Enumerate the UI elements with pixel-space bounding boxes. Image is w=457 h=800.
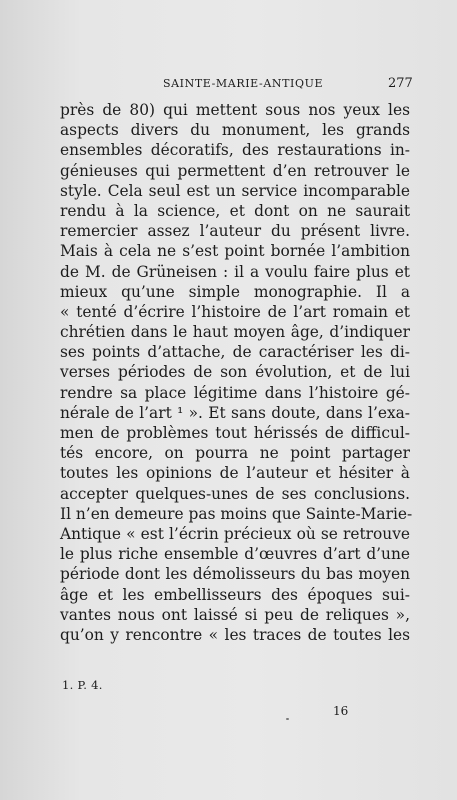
text-line: toutes les opinions de l’auteur et hésiter à <box>60 464 410 483</box>
text-line: men de problèmes tout hérissés de difficul- <box>60 424 410 442</box>
text-line: tés encore, on pourra ne point partager <box>60 444 410 463</box>
text-line: qu’on y rencontre « les traces de toutes les <box>60 625 410 644</box>
text-line: période dont les démolisseurs du bas moyen <box>60 565 410 584</box>
text-line: nérale de l’art ¹ ». Et sans doute, dans l’exa- <box>60 403 410 422</box>
text-line: âge et les embellisseurs des époques sui- <box>60 585 410 604</box>
text-line: génieuses qui permettent d’en retrouver le <box>60 161 410 180</box>
footnote: 1. P. 4. <box>62 678 103 692</box>
running-title: SAINTE-MARIE-ANTIQUE <box>163 77 324 90</box>
text-line: près de 80) qui mettent sous nos yeux les <box>60 101 410 119</box>
text-line: Il n’en demeure pas moins que Sainte-Marie- <box>60 504 413 523</box>
running-head <box>0 75 457 97</box>
text-line: accepter quelques-unes de ses conclusions. <box>60 484 410 503</box>
text-line: aspects divers du monument, les grands <box>60 121 410 140</box>
text-line: Antique « est l’écrin précieux où se retrouve <box>60 524 410 543</box>
paper-speck <box>286 718 289 720</box>
text-line: « tenté d’écrire l’histoire de l’art romain et <box>60 302 410 321</box>
page-number: 277 <box>388 76 413 91</box>
text-line: style. Cela seul est un service incomparable <box>60 181 410 200</box>
body-text <box>60 100 413 645</box>
text-line: le plus riche ensemble d’œuvres d’art d’une <box>60 545 410 564</box>
text-line: Mais à cela ne s’est point bornée l’ambition <box>60 242 410 261</box>
text-line: de M. de Grüneisen : il a voulu faire plus et <box>60 262 410 281</box>
text-line: ensembles décoratifs, des restaurations in- <box>60 141 410 160</box>
text-line: ses points d’attache, de caractériser les di- <box>60 343 410 362</box>
text-line: chrétien dans le haut moyen âge, d’indiquer <box>60 323 410 342</box>
text-line: remercier assez l’auteur du présent livre. <box>60 222 410 241</box>
text-line: vantes nous ont laissé si peu de reliques », <box>60 605 410 624</box>
text-line: rendre sa place légitime dans l’histoire gé- <box>60 383 410 402</box>
text-line: rendu à la science, et dont on ne saurait <box>60 201 410 220</box>
signature-mark: 16 <box>333 704 349 718</box>
text-line: mieux qu’une simple monographie. Il a <box>60 282 410 301</box>
text-line: verses périodes de son évolution, et de lui <box>60 363 410 382</box>
